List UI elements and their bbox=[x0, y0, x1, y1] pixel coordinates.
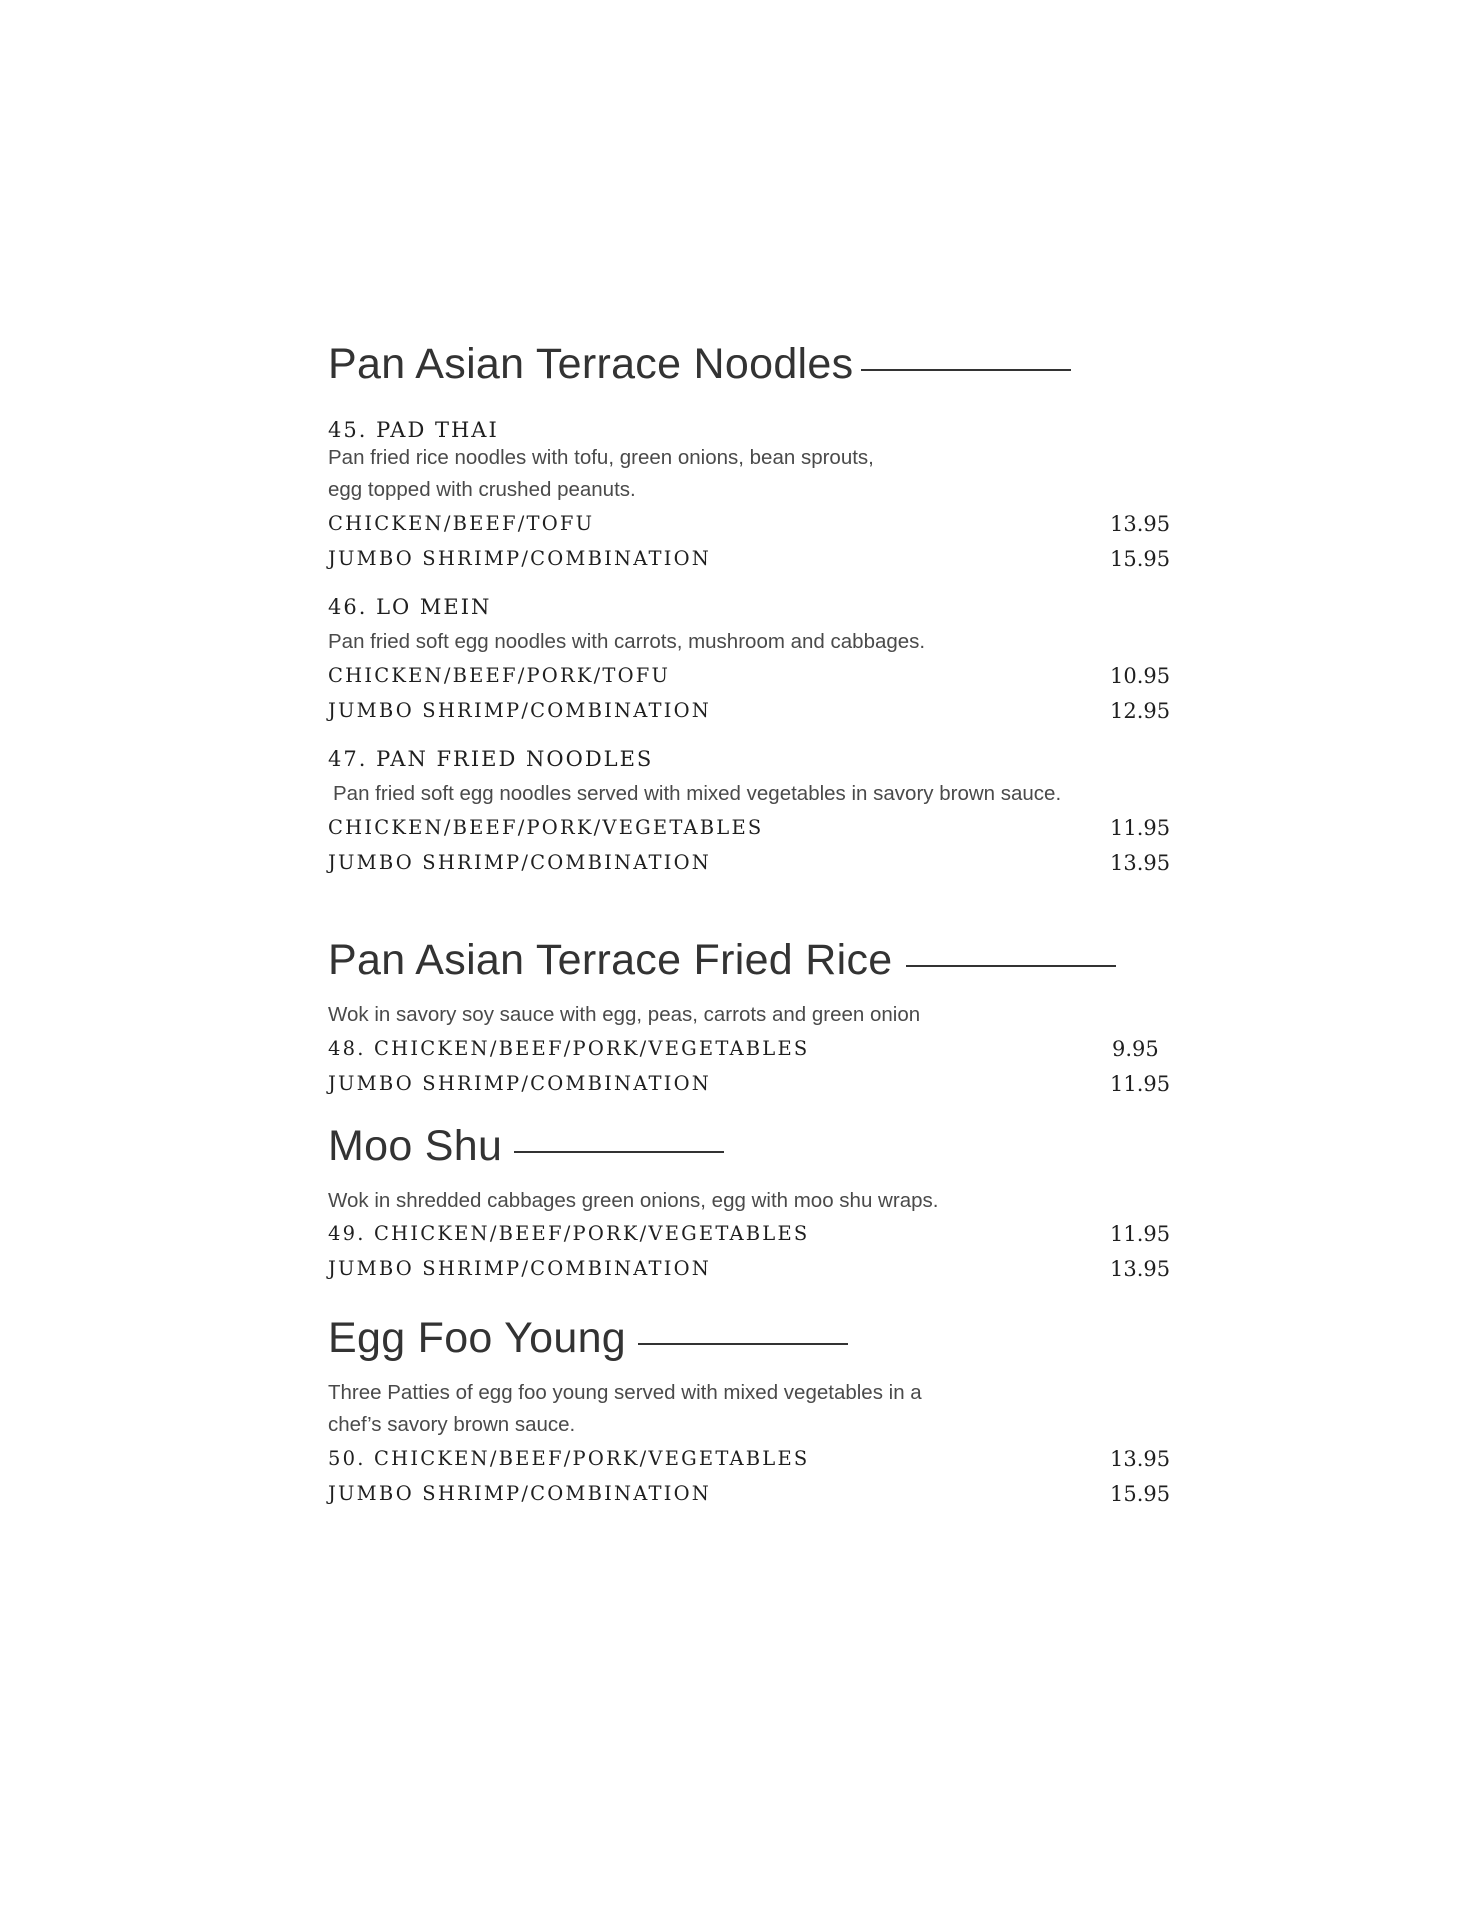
dish-price: 11.95 bbox=[1110, 816, 1171, 840]
dish-price: 13.95 bbox=[1110, 851, 1171, 875]
section-title-moo-shu: Moo Shu bbox=[328, 1122, 503, 1170]
dish-price: 13.95 bbox=[1110, 1447, 1171, 1471]
heading-rule bbox=[638, 1343, 848, 1345]
dish-option: 49. CHICKEN/BEEF/PORK/VEGETABLES bbox=[328, 1222, 810, 1245]
heading-rule bbox=[514, 1151, 724, 1153]
section-heading-egg-foo-young bbox=[328, 1314, 848, 1363]
dish-option: JUMBO SHRIMP/COMBINATION bbox=[328, 699, 712, 722]
dish-option: CHICKEN/BEEF/PORK/TOFU bbox=[328, 664, 671, 687]
dish-price: 9.95 bbox=[1112, 1037, 1159, 1061]
dish-option: JUMBO SHRIMP/COMBINATION bbox=[328, 547, 712, 570]
dish-description: Pan fried soft egg noodles with carrots, mushroom and cabbages. bbox=[328, 630, 926, 653]
heading-rule bbox=[906, 965, 1116, 967]
dish-price: 15.95 bbox=[1110, 1482, 1171, 1506]
dish-description: egg topped with crushed peanuts. bbox=[328, 478, 636, 501]
section-heading-noodles bbox=[328, 340, 1071, 389]
dish-name-pan-fried-noodles: 47. PAN FRIED NOODLES bbox=[328, 747, 654, 771]
dish-price: 15.95 bbox=[1110, 547, 1171, 571]
heading-rule bbox=[861, 369, 1071, 371]
section-title-egg-foo-young: Egg Foo Young bbox=[328, 1314, 627, 1362]
dish-option: JUMBO SHRIMP/COMBINATION bbox=[328, 851, 712, 874]
section-description: chef’s savory brown sauce. bbox=[328, 1413, 576, 1436]
dish-price: 13.95 bbox=[1110, 512, 1171, 536]
section-description: Three Patties of egg foo young served with mixed vegetables in a bbox=[328, 1381, 922, 1404]
dish-name-lo-mein: 46. LO MEIN bbox=[328, 595, 492, 619]
dish-option: JUMBO SHRIMP/COMBINATION bbox=[328, 1072, 712, 1095]
dish-price: 11.95 bbox=[1110, 1072, 1171, 1096]
section-heading-moo-shu bbox=[328, 1122, 724, 1171]
dish-description: Pan fried rice noodles with tofu, green onions, bean sprouts, bbox=[328, 446, 874, 469]
dish-price: 10.95 bbox=[1110, 664, 1171, 688]
section-description: Wok in savory soy sauce with egg, peas, carrots and green onion bbox=[328, 1003, 921, 1026]
dish-price: 13.95 bbox=[1110, 1257, 1171, 1281]
dish-option: CHICKEN/BEEF/TOFU bbox=[328, 512, 595, 535]
section-title-fried-rice: Pan Asian Terrace Fried Rice bbox=[328, 936, 893, 984]
dish-description: Pan fried soft egg noodles served with mixed vegetables in savory brown sauce. bbox=[333, 782, 1062, 805]
section-description: Wok in shredded cabbages green onions, egg with moo shu wraps. bbox=[328, 1189, 939, 1212]
section-heading-fried-rice bbox=[328, 936, 1116, 985]
dish-option: 48. CHICKEN/BEEF/PORK/VEGETABLES bbox=[328, 1037, 810, 1060]
dish-option: JUMBO SHRIMP/COMBINATION bbox=[328, 1482, 712, 1505]
dish-price: 11.95 bbox=[1110, 1222, 1171, 1246]
dish-name-pad-thai: 45. PAD THAI bbox=[328, 418, 499, 442]
dish-option: CHICKEN/BEEF/PORK/VEGETABLES bbox=[328, 816, 764, 839]
section-title-noodles: Pan Asian Terrace Noodles bbox=[328, 340, 854, 388]
dish-option: 50. CHICKEN/BEEF/PORK/VEGETABLES bbox=[328, 1447, 810, 1470]
dish-price: 12.95 bbox=[1110, 699, 1171, 723]
dish-option: JUMBO SHRIMP/COMBINATION bbox=[328, 1257, 712, 1280]
